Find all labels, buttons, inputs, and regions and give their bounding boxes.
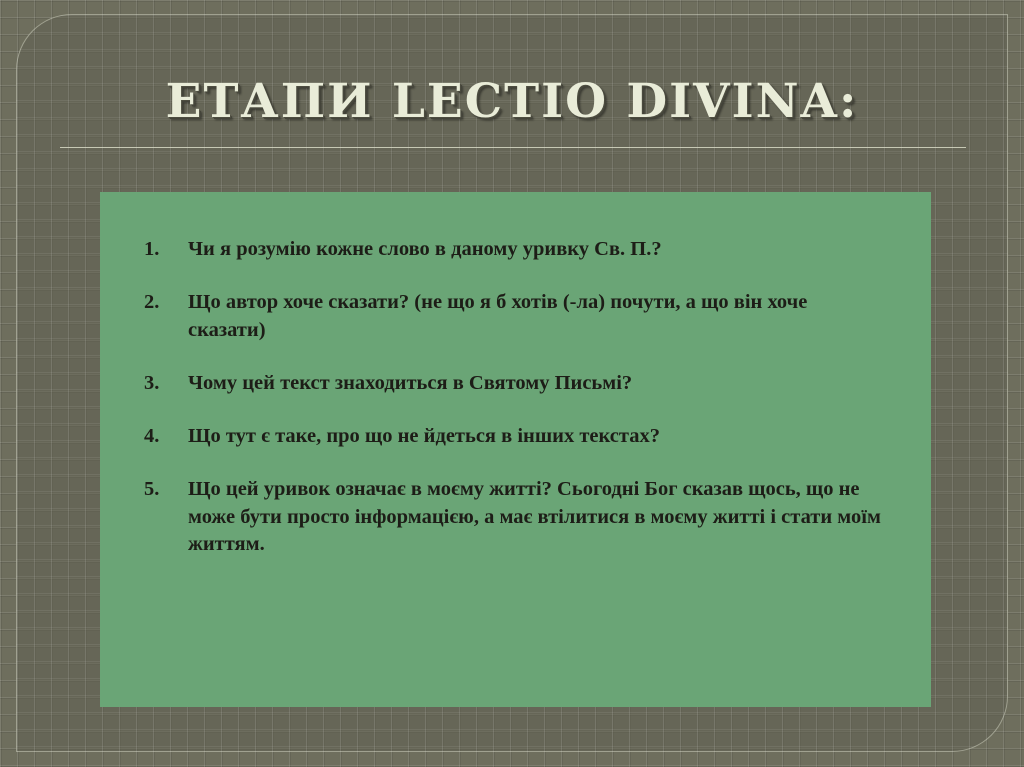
list-item <box>144 423 889 450</box>
list-item-number: 5. <box>144 478 160 501</box>
list-item-number: 3. <box>144 371 160 394</box>
steps-list <box>100 192 931 558</box>
title-block <box>60 76 964 148</box>
list-item-label: Що автор хоче сказати? (не що я б хотів (-ла) почути, а що він хоче сказати) <box>188 291 808 341</box>
list-item-label: Що цей уривок означає в моєму житті? Сьогодні Бог сказав щось, що не може бути просто інформацією, а має втілитися в моєму житті і стати моїм життям. <box>188 478 881 555</box>
list-item-number: 2. <box>144 291 160 314</box>
list-item-label: Чи я розумію кожне слово в даному уривку Св. П.? <box>188 238 662 260</box>
list-item <box>144 289 889 344</box>
list-item <box>144 236 889 263</box>
list-item-number: 1. <box>144 238 160 260</box>
list-item-label: Що тут є таке, про що не йдеться в інших текстах? <box>188 425 660 447</box>
list-item-number: 4. <box>144 425 160 447</box>
list-item <box>144 476 889 558</box>
page-title: ЕТАПИ LECTIO DIVINA: <box>165 74 859 129</box>
list-item-label: Чому цей текст знаходиться в Святому Письмі? <box>188 371 633 394</box>
list-item <box>144 370 889 397</box>
title-divider <box>60 147 966 148</box>
content-box <box>100 192 931 707</box>
